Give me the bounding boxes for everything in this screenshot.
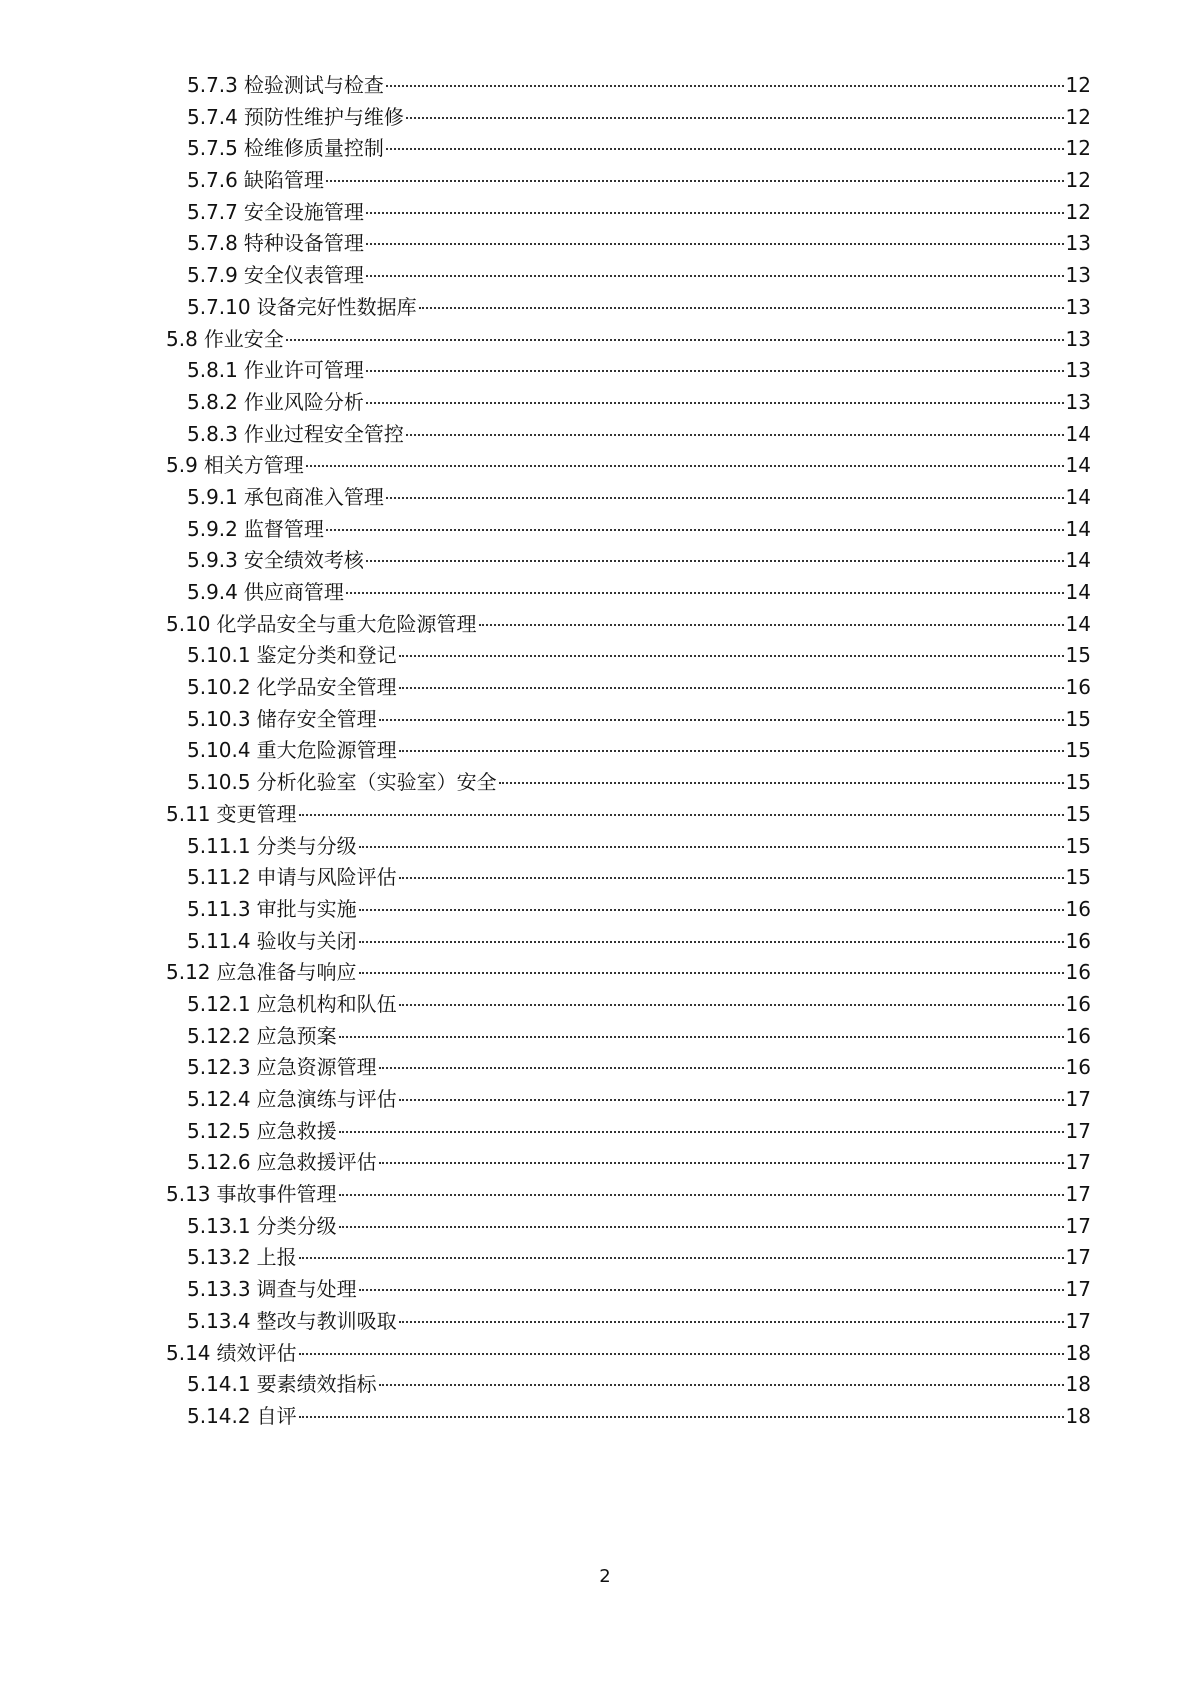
toc-entry[interactable] bbox=[166, 1242, 1091, 1274]
toc-page-number: 12 bbox=[1065, 168, 1091, 193]
toc-entry[interactable] bbox=[166, 1306, 1091, 1338]
toc-entry-title bbox=[166, 799, 297, 831]
toc-section-title: 整改与教训吸取 bbox=[256, 1308, 397, 1333]
toc-section-title: 监督管理 bbox=[243, 516, 324, 541]
toc-entry-title bbox=[187, 1052, 377, 1084]
toc-dot-leader bbox=[339, 1131, 1064, 1133]
toc-entry[interactable] bbox=[166, 1084, 1091, 1116]
toc-section-number: 5.9.4 bbox=[187, 580, 238, 604]
toc-dot-leader bbox=[379, 719, 1064, 721]
toc-dot-leader bbox=[299, 1416, 1064, 1418]
toc-section-number: 5.10.5 bbox=[187, 770, 251, 795]
toc-section-title: 分析化验室（实验室）安全 bbox=[256, 770, 497, 795]
toc-entry-title bbox=[187, 1401, 297, 1433]
toc-page-number: 15 bbox=[1065, 833, 1091, 858]
toc-dot-leader bbox=[366, 560, 1064, 562]
toc-entry[interactable] bbox=[166, 387, 1091, 419]
toc-entry-title bbox=[187, 1306, 397, 1338]
toc-page-number: 16 bbox=[1065, 675, 1091, 700]
toc-entry[interactable] bbox=[166, 133, 1091, 165]
toc-entry[interactable] bbox=[166, 894, 1091, 926]
toc-entry-title bbox=[166, 324, 284, 356]
toc-page-number: 13 bbox=[1065, 231, 1091, 256]
toc-entry-title bbox=[187, 989, 397, 1021]
toc-section-number: 5.12.1 bbox=[187, 991, 251, 1016]
toc-section-title: 预防性维护与维修 bbox=[243, 104, 404, 129]
page-number: 2 bbox=[599, 1566, 611, 1587]
toc-entry-title bbox=[166, 957, 357, 989]
toc-entry[interactable] bbox=[166, 1179, 1091, 1211]
toc-entry-title bbox=[187, 355, 364, 387]
toc-entry[interactable] bbox=[166, 767, 1091, 799]
toc-dot-leader bbox=[339, 1194, 1064, 1196]
toc-entry-title bbox=[187, 292, 417, 324]
toc-dot-leader bbox=[399, 877, 1064, 879]
toc-dot-leader bbox=[499, 782, 1064, 784]
toc-entry-title bbox=[187, 1369, 377, 1401]
toc-section-number: 5.14 bbox=[166, 1340, 211, 1365]
toc-entry-title bbox=[187, 894, 357, 926]
toc-section-title: 检维修质量控制 bbox=[243, 136, 384, 161]
toc-page-number: 15 bbox=[1065, 643, 1091, 668]
toc-section-title: 上报 bbox=[256, 1245, 297, 1270]
toc-section-title: 应急资源管理 bbox=[256, 1055, 377, 1080]
toc-dot-leader bbox=[406, 434, 1064, 436]
toc-section-title: 应急救援 bbox=[256, 1118, 337, 1143]
toc-section-number: 5.13 bbox=[166, 1182, 211, 1207]
toc-entry[interactable] bbox=[166, 260, 1091, 292]
toc-dot-leader bbox=[379, 1162, 1064, 1164]
toc-page-number: 13 bbox=[1065, 389, 1091, 414]
toc-section-number: 5.7.7 bbox=[187, 199, 238, 224]
toc-entry[interactable] bbox=[166, 1116, 1091, 1148]
toc-section-title: 审批与实施 bbox=[256, 896, 357, 921]
toc-section-number: 5.9 bbox=[166, 453, 198, 478]
toc-entry-title bbox=[187, 1211, 337, 1243]
toc-dot-leader bbox=[359, 941, 1064, 943]
toc-page-number: 12 bbox=[1065, 136, 1091, 161]
toc-entry-title bbox=[166, 609, 477, 641]
toc-entry[interactable] bbox=[166, 640, 1091, 672]
toc-entry[interactable] bbox=[166, 735, 1091, 767]
toc-entry[interactable] bbox=[166, 1369, 1091, 1401]
toc-page-number: 15 bbox=[1065, 770, 1091, 795]
toc-page-number: 14 bbox=[1065, 484, 1091, 509]
toc-dot-leader bbox=[479, 624, 1064, 626]
toc-section-title: 储存安全管理 bbox=[256, 706, 377, 731]
toc-dot-leader bbox=[339, 1036, 1064, 1038]
toc-section-number: 5.8 bbox=[166, 326, 198, 351]
toc-entry[interactable] bbox=[166, 989, 1091, 1021]
toc-entry-title bbox=[187, 831, 357, 863]
toc-page-number: 13 bbox=[1065, 358, 1091, 383]
toc-dot-leader bbox=[399, 655, 1064, 657]
toc-dot-leader bbox=[359, 1289, 1064, 1291]
toc-entry[interactable] bbox=[166, 1274, 1091, 1306]
toc-page-number: 16 bbox=[1065, 1055, 1091, 1080]
toc-section-title: 绩效评估 bbox=[216, 1340, 297, 1365]
toc-entry[interactable] bbox=[166, 957, 1091, 989]
toc-section-number: 5.11.3 bbox=[187, 896, 251, 921]
toc-page-number: 12 bbox=[1065, 104, 1091, 129]
toc-section-title: 要素绩效指标 bbox=[256, 1372, 377, 1397]
toc-entry[interactable] bbox=[166, 1211, 1091, 1243]
toc-section-number: 5.12.6 bbox=[187, 1150, 251, 1175]
toc-dot-leader bbox=[299, 1353, 1064, 1355]
toc-page-number: 13 bbox=[1065, 294, 1091, 319]
toc-dot-leader bbox=[386, 497, 1064, 499]
toc-section-title: 申请与风险评估 bbox=[256, 865, 397, 890]
toc-page-number: 17 bbox=[1065, 1150, 1091, 1175]
toc-entry[interactable] bbox=[166, 1338, 1091, 1370]
toc-entry-title bbox=[187, 704, 377, 736]
toc-entry[interactable] bbox=[166, 831, 1091, 863]
toc-entry-title bbox=[187, 70, 384, 102]
toc-section-title: 安全绩效考核 bbox=[243, 548, 364, 573]
toc-entry-title bbox=[187, 640, 397, 672]
toc-section-number: 5.7.5 bbox=[187, 136, 238, 161]
toc-entry[interactable] bbox=[166, 577, 1091, 609]
toc-entry[interactable] bbox=[166, 324, 1091, 356]
toc-dot-leader bbox=[359, 972, 1064, 974]
toc-entry[interactable] bbox=[166, 450, 1091, 482]
toc-entry-title bbox=[187, 862, 397, 894]
toc-dot-leader bbox=[346, 592, 1064, 594]
toc-dot-leader bbox=[379, 1384, 1064, 1386]
toc-dot-leader bbox=[379, 1067, 1064, 1069]
toc-section-title: 特种设备管理 bbox=[243, 231, 364, 256]
toc-entry-title bbox=[187, 672, 397, 704]
toc-section-title: 相关方管理 bbox=[203, 453, 304, 478]
toc-entry-title bbox=[187, 260, 364, 292]
toc-entry-title bbox=[187, 165, 324, 197]
toc-dot-leader bbox=[366, 243, 1064, 245]
toc-page-number: 18 bbox=[1065, 1403, 1091, 1428]
toc-section-title: 化学品安全与重大危险源管理 bbox=[216, 611, 477, 636]
toc-entry-title bbox=[187, 228, 364, 260]
toc-entry[interactable] bbox=[166, 355, 1091, 387]
toc-entry-title bbox=[187, 419, 404, 451]
toc-page-number: 16 bbox=[1065, 896, 1091, 921]
toc-page-number: 16 bbox=[1065, 991, 1091, 1016]
toc-entry-title bbox=[187, 767, 497, 799]
toc-dot-leader bbox=[366, 402, 1064, 404]
toc-dot-leader bbox=[386, 148, 1064, 150]
toc-page-number: 14 bbox=[1065, 611, 1091, 636]
toc-section-title: 变更管理 bbox=[216, 801, 297, 826]
toc-dot-leader bbox=[359, 846, 1064, 848]
toc-section-title: 设备完好性数据库 bbox=[256, 294, 417, 319]
toc-entry[interactable] bbox=[166, 1021, 1091, 1053]
toc-page-number: 16 bbox=[1065, 960, 1091, 985]
toc-section-number: 5.8.2 bbox=[187, 389, 238, 414]
toc-section-title: 应急预案 bbox=[256, 1023, 337, 1048]
toc-dot-leader bbox=[299, 814, 1064, 816]
toc-entry[interactable] bbox=[166, 292, 1091, 324]
toc-page-number: 18 bbox=[1065, 1372, 1091, 1397]
toc-section-title: 应急演练与评估 bbox=[256, 1087, 397, 1111]
toc-entry-title bbox=[187, 102, 404, 134]
toc-entry[interactable] bbox=[166, 165, 1091, 197]
toc-section-number: 5.14.1 bbox=[187, 1372, 251, 1397]
toc-section-title: 供应商管理 bbox=[243, 580, 344, 604]
toc-section-number: 5.13.4 bbox=[187, 1308, 251, 1333]
toc-page-number: 18 bbox=[1065, 1340, 1091, 1365]
toc-page-number: 15 bbox=[1065, 801, 1091, 826]
toc-entry-title bbox=[187, 482, 384, 514]
toc-section-number: 5.10 bbox=[166, 611, 211, 636]
toc-entry[interactable] bbox=[166, 609, 1091, 641]
toc-entry-title bbox=[187, 1147, 377, 1179]
toc-section-number: 5.7.8 bbox=[187, 231, 238, 256]
toc-section-title: 事故事件管理 bbox=[216, 1182, 337, 1207]
toc-dot-leader bbox=[366, 370, 1064, 372]
toc-entry-title bbox=[187, 1274, 357, 1306]
toc-page-number: 14 bbox=[1065, 548, 1091, 573]
toc-section-number: 5.7.9 bbox=[187, 263, 238, 288]
toc-section-title: 自评 bbox=[256, 1403, 297, 1428]
table-of-contents bbox=[166, 70, 1091, 1433]
toc-dot-leader bbox=[366, 212, 1064, 214]
toc-section-number: 5.11 bbox=[166, 801, 211, 826]
toc-section-number: 5.10.2 bbox=[187, 675, 251, 700]
toc-entry[interactable] bbox=[166, 1401, 1091, 1433]
toc-dot-leader bbox=[399, 750, 1064, 752]
toc-entry-title bbox=[187, 387, 364, 419]
toc-entry[interactable] bbox=[166, 704, 1091, 736]
toc-page-number: 15 bbox=[1065, 706, 1091, 731]
toc-page-number: 16 bbox=[1065, 928, 1091, 953]
toc-section-title: 分类与分级 bbox=[256, 833, 357, 858]
toc-section-number: 5.11.4 bbox=[187, 928, 251, 953]
toc-section-number: 5.14.2 bbox=[187, 1403, 251, 1428]
toc-entry[interactable] bbox=[166, 514, 1091, 546]
toc-page-number: 14 bbox=[1065, 453, 1091, 478]
toc-section-number: 5.8.1 bbox=[187, 358, 238, 383]
toc-page-number: 13 bbox=[1065, 263, 1091, 288]
toc-entry-title bbox=[187, 1242, 297, 1274]
toc-entry-title bbox=[187, 133, 384, 165]
toc-entry[interactable] bbox=[166, 862, 1091, 894]
toc-entry[interactable] bbox=[166, 926, 1091, 958]
toc-entry-title bbox=[187, 197, 364, 229]
toc-entry-title bbox=[166, 1338, 297, 1370]
toc-dot-leader bbox=[399, 1004, 1064, 1006]
toc-page-number: 17 bbox=[1065, 1182, 1091, 1207]
toc-page-number: 17 bbox=[1065, 1277, 1091, 1302]
toc-section-number: 5.13.1 bbox=[187, 1213, 251, 1238]
toc-entry[interactable] bbox=[166, 228, 1091, 260]
toc-entry[interactable] bbox=[166, 1147, 1091, 1179]
toc-section-number: 5.9.3 bbox=[187, 548, 238, 573]
toc-page-number: 12 bbox=[1065, 199, 1091, 224]
toc-page-number: 17 bbox=[1065, 1308, 1091, 1333]
toc-dot-leader bbox=[386, 85, 1064, 87]
toc-entry-title bbox=[187, 1021, 337, 1053]
toc-section-number: 5.10.1 bbox=[187, 643, 251, 668]
toc-page-number: 17 bbox=[1065, 1245, 1091, 1270]
toc-section-number: 5.10.4 bbox=[187, 738, 251, 763]
toc-entry-title bbox=[187, 735, 397, 767]
toc-section-number: 5.12.3 bbox=[187, 1055, 251, 1080]
toc-section-title: 分类分级 bbox=[256, 1213, 337, 1238]
toc-section-title: 作业安全 bbox=[203, 326, 284, 351]
toc-section-number: 5.8.3 bbox=[187, 421, 238, 446]
toc-section-number: 5.7.3 bbox=[187, 73, 238, 97]
toc-section-title: 鉴定分类和登记 bbox=[256, 643, 397, 668]
toc-section-title: 作业许可管理 bbox=[243, 358, 364, 383]
toc-section-number: 5.11.1 bbox=[187, 833, 251, 858]
toc-dot-leader bbox=[306, 465, 1064, 467]
toc-dot-leader bbox=[399, 1099, 1064, 1101]
toc-section-title: 应急准备与响应 bbox=[216, 960, 357, 985]
toc-dot-leader bbox=[326, 180, 1064, 182]
toc-dot-leader bbox=[339, 1226, 1064, 1228]
toc-entry-title bbox=[187, 1116, 337, 1148]
toc-section-number: 5.12.4 bbox=[187, 1087, 251, 1111]
toc-entry[interactable] bbox=[166, 545, 1091, 577]
toc-section-title: 安全设施管理 bbox=[243, 199, 364, 224]
toc-section-title: 调查与处理 bbox=[256, 1277, 357, 1302]
toc-page-number: 17 bbox=[1065, 1118, 1091, 1143]
toc-page-number: 12 bbox=[1065, 73, 1091, 97]
toc-section-title: 缺陷管理 bbox=[243, 168, 324, 193]
toc-section-title: 化学品安全管理 bbox=[256, 675, 397, 700]
toc-section-number: 5.7.6 bbox=[187, 168, 238, 193]
toc-section-number: 5.12.2 bbox=[187, 1023, 251, 1048]
toc-entry-title bbox=[166, 450, 304, 482]
toc-entry[interactable] bbox=[166, 70, 1091, 102]
toc-entry-title bbox=[187, 577, 344, 609]
toc-entry[interactable] bbox=[166, 419, 1091, 451]
toc-section-title: 安全仪表管理 bbox=[243, 263, 364, 288]
toc-section-title: 应急机构和队伍 bbox=[256, 991, 397, 1016]
toc-section-title: 承包商准入管理 bbox=[243, 484, 384, 509]
toc-entry-title bbox=[187, 1084, 397, 1116]
toc-section-number: 5.9.1 bbox=[187, 484, 238, 509]
toc-page-number: 15 bbox=[1065, 865, 1091, 890]
toc-dot-leader bbox=[419, 307, 1064, 309]
toc-section-number: 5.12 bbox=[166, 960, 211, 985]
toc-section-title: 重大危险源管理 bbox=[256, 738, 397, 763]
toc-page-number: 14 bbox=[1065, 421, 1091, 446]
toc-section-number: 5.13.2 bbox=[187, 1245, 251, 1270]
toc-page-number: 13 bbox=[1065, 326, 1091, 351]
toc-dot-leader bbox=[299, 1257, 1064, 1259]
toc-page-number: 16 bbox=[1065, 1023, 1091, 1048]
toc-dot-leader bbox=[366, 275, 1064, 277]
toc-entry-title bbox=[187, 514, 324, 546]
toc-dot-leader bbox=[399, 1321, 1064, 1323]
toc-entry[interactable] bbox=[166, 799, 1091, 831]
toc-page-number: 17 bbox=[1065, 1213, 1091, 1238]
toc-section-number: 5.10.3 bbox=[187, 706, 251, 731]
toc-dot-leader bbox=[406, 117, 1064, 119]
toc-section-title: 验收与关闭 bbox=[256, 928, 357, 953]
toc-section-title: 作业过程安全管控 bbox=[243, 421, 404, 446]
toc-dot-leader bbox=[326, 529, 1064, 531]
toc-dot-leader bbox=[286, 339, 1064, 341]
toc-section-title: 作业风险分析 bbox=[243, 389, 364, 414]
toc-section-number: 5.7.4 bbox=[187, 104, 238, 129]
toc-section-title: 应急救援评估 bbox=[256, 1150, 377, 1175]
toc-section-number: 5.12.5 bbox=[187, 1118, 251, 1143]
toc-page-number: 14 bbox=[1065, 580, 1091, 604]
toc-entry[interactable] bbox=[166, 197, 1091, 229]
toc-page-number: 17 bbox=[1065, 1087, 1091, 1111]
toc-dot-leader bbox=[359, 909, 1064, 911]
toc-section-number: 5.11.2 bbox=[187, 865, 251, 890]
toc-page-number: 15 bbox=[1065, 738, 1091, 763]
toc-entry[interactable] bbox=[166, 1052, 1091, 1084]
toc-entry-title bbox=[187, 926, 357, 958]
toc-entry-title bbox=[166, 1179, 337, 1211]
toc-entry-title bbox=[187, 545, 364, 577]
toc-entry[interactable] bbox=[166, 102, 1091, 134]
toc-section-number: 5.9.2 bbox=[187, 516, 238, 541]
toc-entry[interactable] bbox=[166, 482, 1091, 514]
toc-section-title: 检验测试与检查 bbox=[243, 73, 384, 97]
toc-section-number: 5.13.3 bbox=[187, 1277, 251, 1302]
toc-entry[interactable] bbox=[166, 672, 1091, 704]
toc-page-number: 14 bbox=[1065, 516, 1091, 541]
toc-section-number: 5.7.10 bbox=[187, 294, 251, 319]
toc-dot-leader bbox=[399, 687, 1064, 689]
